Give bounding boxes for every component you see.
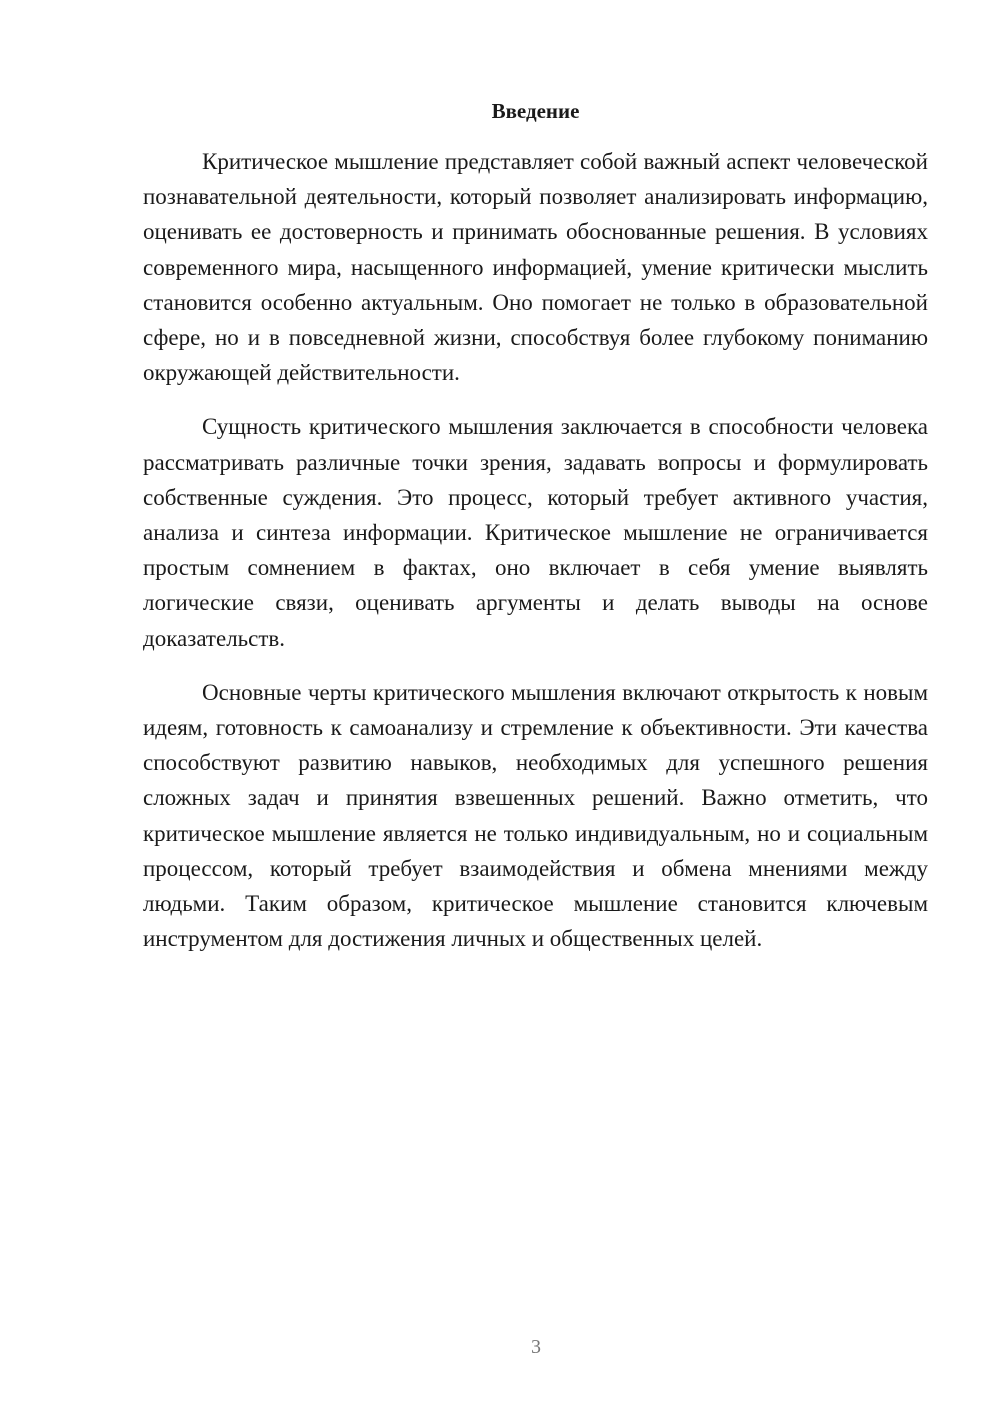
- paragraph-1: Критическое мышление представляет собой важный аспект человеческой познавательной деятельности, который позволяет анализировать информацию, оценивать ее достоверность и принимать обоснованные решения. В условиях современного мира, насыщенного информацией, умение критически мыслить становится особенно актуальным. Оно помогает не только в образовательной сфере, но и в повседневной жизни, способствуя более глубокому пониманию окружающей действительности.: [143, 149, 928, 386]
- page-number: 3: [531, 1336, 541, 1358]
- section-heading: Введение: [491, 99, 580, 123]
- page-content: [143, 96, 928, 956]
- paragraph-2: Сущность критического мышления заключается в способности человека рассматривать различные точки зрения, задавать вопросы и формулировать собственные суждения. Это процесс, который требует активного участия, анализа и синтеза информации. Критическое мышление не ограничивается простым сомнением в фактах, оно включает в себя умение выявлять логические связи, оценивать аргументы и делать выводы на основе доказательств.: [143, 414, 928, 651]
- paragraph-3: Основные черты критического мышления включают открытость к новым идеям, готовность к самоанализу и стремление к объективности. Эти качества способствуют развитию навыков, необходимых для успешного решения сложных задач и принятия взвешенных решений. Важно отметить, что критическое мышление является не только индивидуальным, но и социальным процессом, который требует взаимодействия и обмена мнениями между людьми. Таким образом, критическое мышление становится ключевым инструментом для достижения личных и общественных целей.: [143, 679, 928, 952]
